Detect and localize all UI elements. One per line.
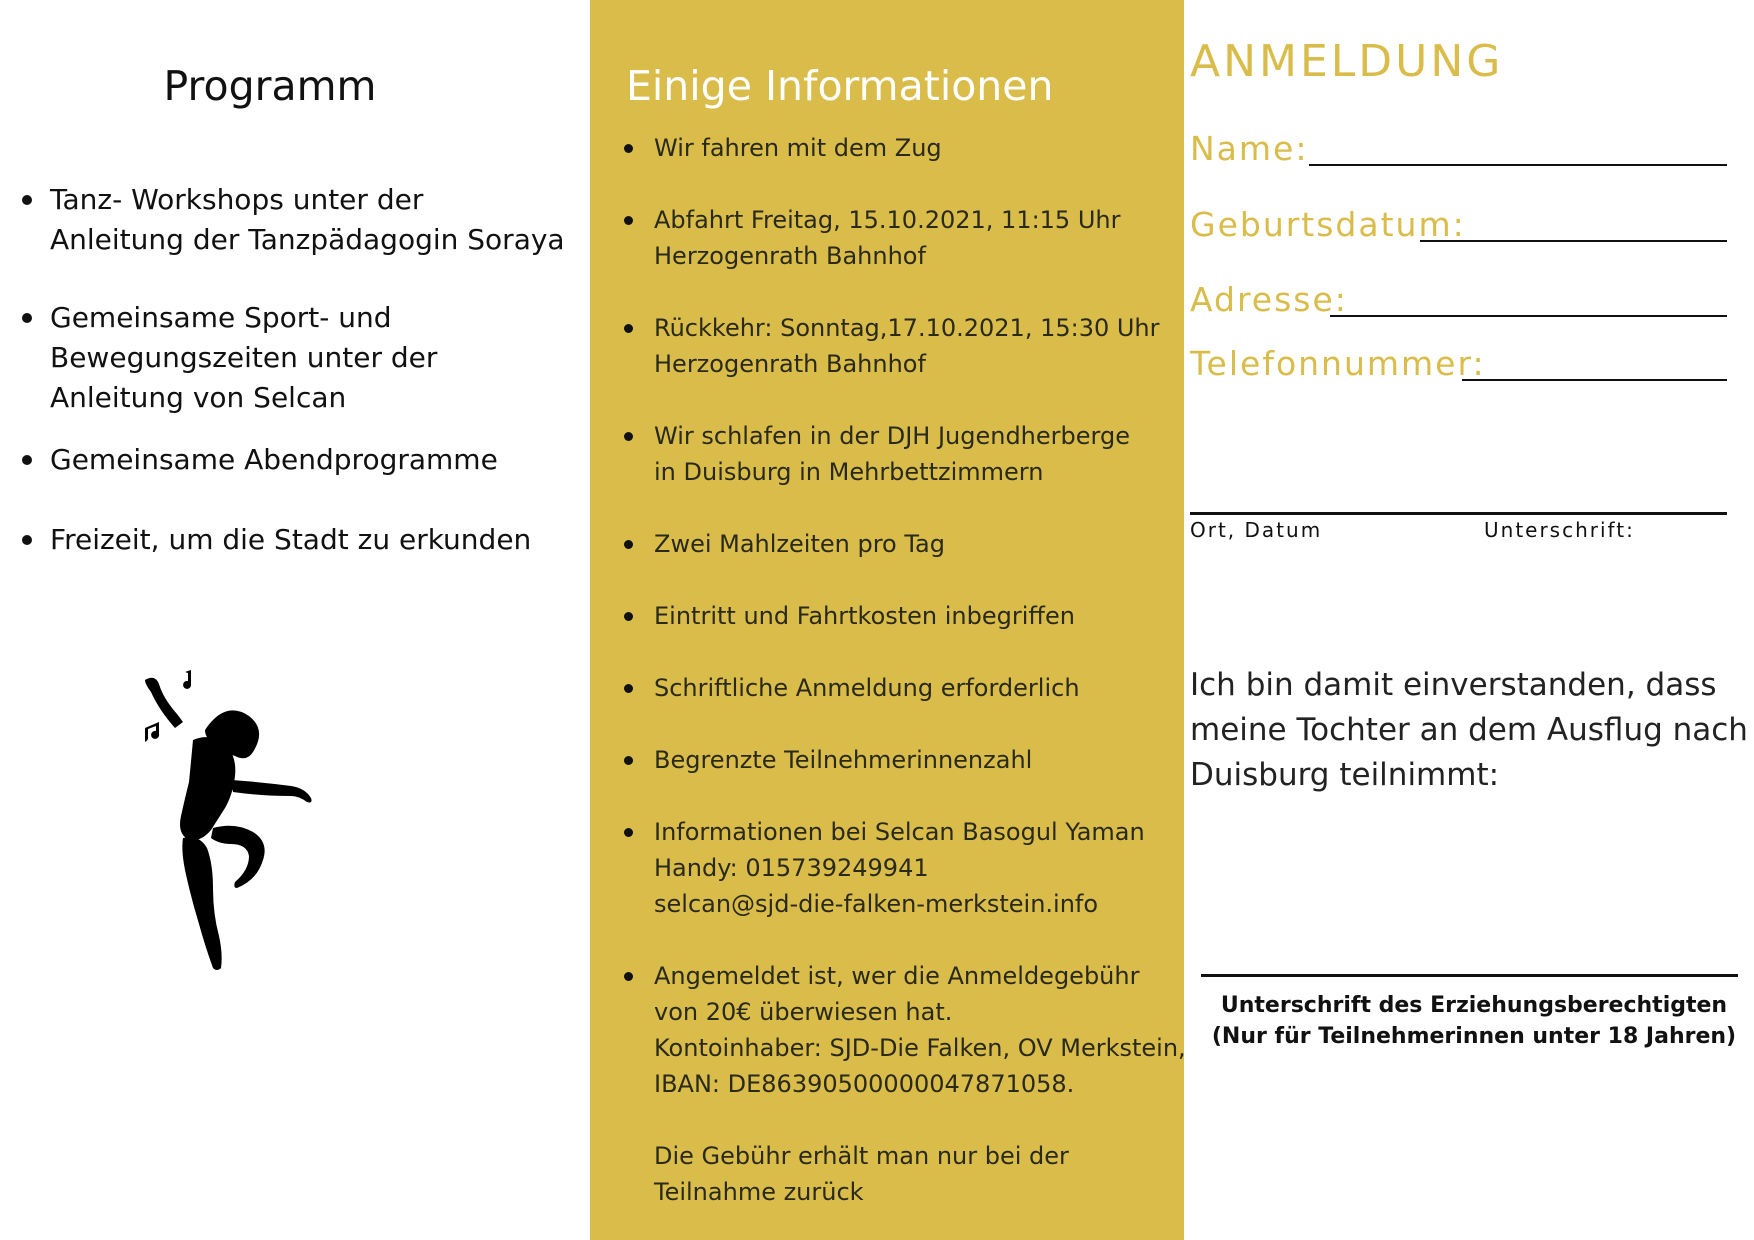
consent-text: Ich bin damit einverstanden, dass meine Tochter an dem Ausflug nach Duisburg teilnimmt: [1190,667,1748,793]
program-column [0,0,590,1240]
bullet-icon [624,432,633,441]
info-item-line: Rückkehr: Sonntag,17.10.2021, 15:30 Uhr [654,314,1160,342]
guardian-signature-line[interactable] [1201,974,1738,977]
info-item-line: Herzogenrath Bahnhof [654,242,926,270]
program-item [50,440,498,480]
info-item-line: Die Gebühr erhält man nur bei der [654,1142,1069,1170]
registration-title: ANMELDUNG [1190,36,1504,87]
info-item [654,202,1174,274]
bullet-icon [22,195,32,205]
program-item-line: Freizeit, um die Stadt zu erkunden [50,523,532,556]
bullet-icon [624,216,633,225]
registration-column [1184,0,1754,1240]
bullet-icon [624,684,633,693]
info-item [654,742,1174,778]
info-column [590,0,1184,1240]
phone-label: Telefonnummer: [1190,344,1486,383]
guardian-signature-caption [1184,990,1754,1052]
bullet-icon [624,756,633,765]
program-item-line: Gemeinsame Sport- und [50,301,392,334]
dancer-silhouette-icon [145,670,355,970]
info-item [654,418,1174,490]
info-item-line: Wir schlafen in der DJH Jugendherberge [654,422,1130,450]
bullet-icon [624,144,633,153]
info-item-line: Eintritt und Fahrtkosten inbegriffen [654,602,1075,630]
phone-field[interactable] [1190,339,1727,383]
address-field[interactable] [1190,275,1727,319]
info-item-line [654,1102,1174,1138]
program-item [50,520,531,560]
info-title: Einige Informationen [626,62,1054,110]
info-item-line: selcan@sjd-die-falken-merkstein.info [654,890,1099,918]
address-label: Adresse: [1190,280,1348,319]
info-item-line: Teilnahme zurück [654,1178,864,1206]
birthdate-field[interactable] [1190,200,1727,244]
info-item-line: Wir fahren mit dem Zug [654,134,942,162]
info-item-line: Herzogenrath Bahnhof [654,350,926,378]
info-item-line: Angemeldet ist, wer die Anmeldegebühr [654,962,1140,990]
program-item-line: Bewegungszeiten unter der [50,341,438,374]
name-field[interactable] [1190,124,1727,168]
phone-line[interactable] [1462,379,1727,381]
signature-label: Unterschrift: [1484,518,1635,542]
info-item-line: Begrenzte Teilnehmerinnenzahl [654,746,1033,774]
info-item-line: IBAN: DE86390500000047871058. [654,1070,1075,1098]
birthdate-line[interactable] [1420,240,1727,242]
bullet-icon [624,324,633,333]
bullet-icon [624,828,633,837]
bullet-icon [22,455,32,465]
name-line[interactable] [1309,164,1727,166]
address-line[interactable] [1330,315,1727,317]
guardian-caption-line2: (Nur für Teilnehmerinnen unter 18 Jahren) [1211,1024,1737,1049]
info-item [654,310,1174,382]
info-item-line: Informationen bei Selcan Basogul Yaman [654,818,1145,846]
info-item [654,130,1174,166]
info-item-line: von 20€ überwiesen hat. [654,998,953,1026]
program-title: Programm [163,62,377,110]
bullet-icon [22,535,32,545]
guardian-caption-line1: Unterschrift des Erziehungsberechtigten [1220,993,1728,1018]
info-item-line: Abfahrt Freitag, 15.10.2021, 11:15 Uhr [654,206,1121,234]
bullet-icon [624,972,633,981]
info-item [654,670,1174,706]
info-item [654,958,1186,1210]
bullet-icon [624,612,633,621]
info-item-line: Handy: 015739249941 [654,854,929,882]
info-item [654,814,1174,922]
info-item [654,598,1174,634]
info-item [654,526,1174,562]
place-date-signature-line[interactable] [1190,512,1727,515]
program-item-line: Gemeinsame Abendprogramme [50,443,498,476]
place-date-label: Ort, Datum [1190,518,1323,542]
program-item-line: Tanz- Workshops unter der [50,183,424,216]
bullet-icon [624,540,633,549]
info-item-line: Zwei Mahlzeiten pro Tag [654,530,945,558]
program-item [50,298,437,418]
program-item-line: Anleitung von Selcan [50,381,347,414]
info-item-line: in Duisburg in Mehrbettzimmern [654,458,1044,486]
info-item-line: Schriftliche Anmeldung erforderlich [654,674,1080,702]
bullet-icon [22,313,32,323]
program-item-line: Anleitung der Tanzpädagogin Soraya [50,223,565,256]
info-item-line: Kontoinhaber: SJD-Die Falken, OV Merkstein, [654,1034,1186,1062]
birthdate-label: Geburtsdatum: [1190,205,1466,244]
name-label: Name: [1190,129,1309,168]
program-item [50,180,565,260]
